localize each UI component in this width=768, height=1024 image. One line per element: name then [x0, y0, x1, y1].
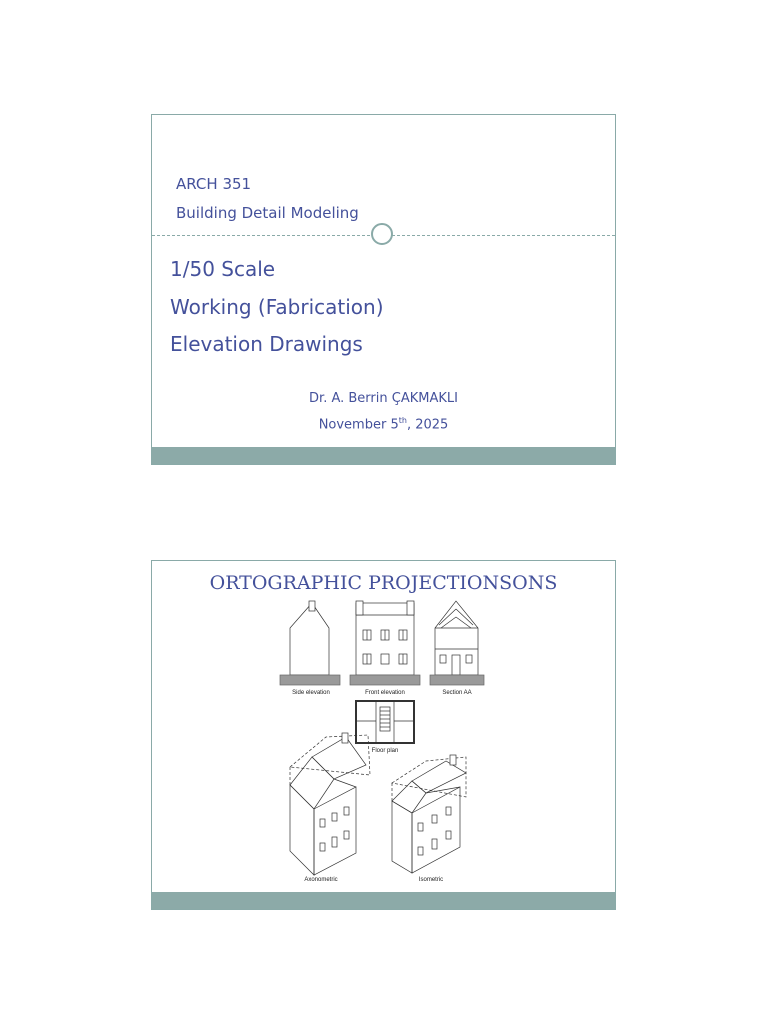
course-name: Building Detail Modeling [176, 204, 359, 222]
isometric-drawing [392, 755, 466, 873]
side-elevation-drawing [280, 601, 340, 685]
projection-slide [151, 560, 616, 910]
footer-bar [152, 447, 615, 464]
slide-title-line-1: 1/50 Scale [170, 257, 276, 281]
floor-plan-drawing [356, 701, 414, 743]
label-axonometric: Axonometric [304, 877, 338, 883]
axonometric-drawing [290, 733, 370, 875]
title-slide [151, 114, 616, 465]
date-suffix: th [398, 416, 407, 425]
date-year: , 2025 [406, 417, 449, 433]
footer-bar [152, 892, 615, 909]
label-isometric: Isometric [418, 877, 444, 883]
label-floor-plan: Floor plan [371, 748, 399, 754]
section-aa-drawing [430, 601, 484, 685]
label-side-elevation: Side elevation [292, 690, 330, 696]
orthographic-projection-figure [276, 597, 496, 887]
course-code: ARCH 351 [176, 175, 252, 193]
author: Dr. A. Berrin ÇAKMAKLI [309, 391, 458, 406]
slide-title: ORTOGRAPHIC PROJECTIONSONS [209, 572, 558, 594]
date-prefix: November 5 [318, 417, 399, 433]
slide-title-line-2: Working (Fabrication) [170, 295, 384, 319]
date [152, 416, 615, 432]
front-elevation-drawing [350, 601, 420, 685]
label-section-aa: Section AA [442, 690, 472, 696]
divider-circle-icon [371, 223, 393, 245]
label-front-elevation: Front elevation [365, 690, 405, 696]
slide-title-line-3: Elevation Drawings [170, 332, 363, 356]
